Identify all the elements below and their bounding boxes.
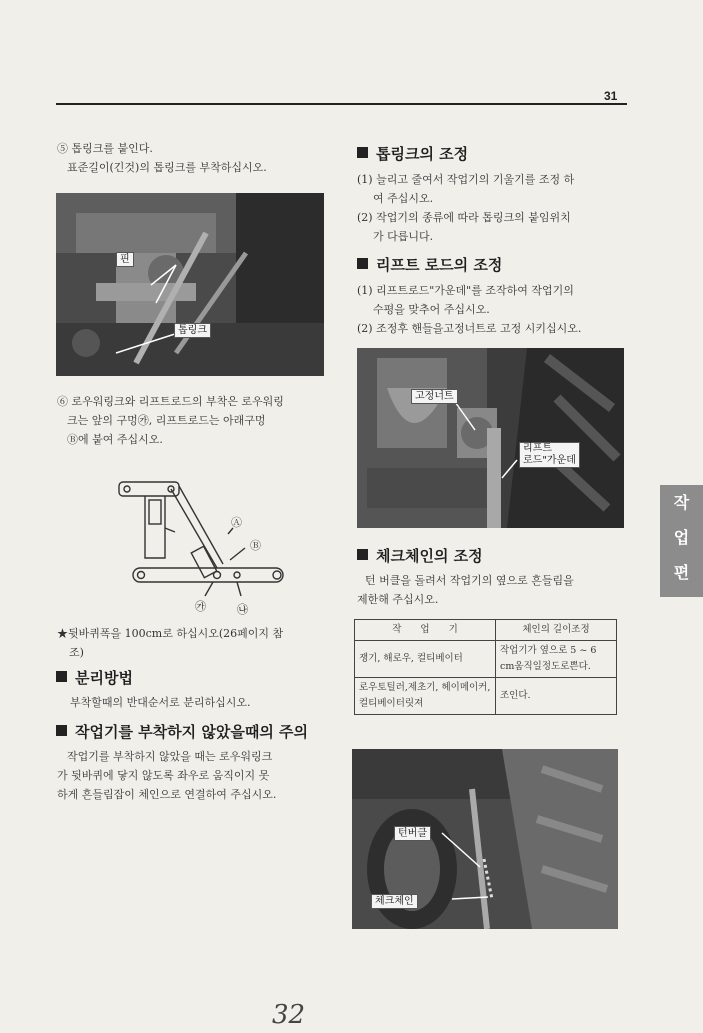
checkchain-line2: 제한해 주십시오. [357,593,439,606]
liftrod-heading [357,254,502,275]
toplink-photo [56,193,324,376]
separate-heading-text: 분리방법 [75,669,133,687]
toplink-item1-line1: (1) 늘리고 줄여서 작업기의 기울기를 조정 하 [357,173,575,186]
handwritten-page-number: 32 [272,1000,306,1030]
heading-square-icon [357,258,368,269]
page-number: 31 [604,89,618,103]
lift-rod-label-line1: 리프트 [523,443,552,454]
table-header-cell: 작 업 기 [355,620,496,641]
step5-text: 표준길이(긴것)의 톱링크를 부착하십시오. [67,161,267,174]
toplink-adjust-heading [357,143,468,164]
table-row [355,641,617,678]
table-row [355,678,617,715]
toplink-adjust-heading-text: 톱링크의 조정 [376,145,469,163]
toplink-label: 톱링크 [174,323,211,338]
pin-label: 핀 [116,252,134,267]
separate-text: 부착할때의 반대순서로 분리하십시오. [70,696,251,709]
section-side-tab [660,485,703,597]
heading-square-icon [357,549,368,560]
checkchain-line1: 턴 버클을 돌려서 작업기의 옆으로 흔들림을 [365,574,574,587]
step6-block [57,392,347,449]
liftrod-heading-text: 리프트 로드의 조정 [376,256,503,274]
table-header-cell: 체인의 길이조정 [496,620,617,641]
heading-square-icon [357,147,368,158]
table-cell-work: 로우토틸러,제초기, 헤이메이커, 컬티베이터릿져 [355,678,496,715]
fixing-nut-label: 고정너트 [411,389,458,404]
caution-line1: 작업기를 부착하지 않았을 때는 로우워링크 [67,750,273,763]
liftrod-item2: (2) 조정후 핸들을고정너트로 고정 시키십시오. [357,322,582,335]
toplink-adjust-items [357,170,632,246]
toplink-item2-line2: 가 다릅니다. [373,230,434,243]
diagram-label-b: Ⓑ [250,539,261,552]
step6-line1: 로우워링크와 리프트로드의 부착은 로우워링 [71,395,284,408]
lift-rod-label [519,442,580,468]
table-cell-work: 쟁기, 해로우, 컬티베이터 [355,641,496,678]
caution-heading-text: 작업기를 부착하지 않았을때의 주의 [75,723,309,741]
step5-title: 톱링크를 붙인다. [71,142,153,155]
turnbuckle-label: 턴버클 [394,826,431,841]
liftrod-item1-line1: (1) 리프트로드"가운데"를 조작하여 작업기의 [357,284,574,297]
step5-number: ⑤ [57,142,68,155]
checkchain-heading [357,545,483,566]
chain-adjust-table [354,619,617,715]
step6-number: ⑥ [57,395,68,408]
table-cell-adjust: 조인다. [496,678,617,715]
table-header-row [355,620,617,641]
side-tab-char: 작 [673,493,690,512]
caution-line3: 하게 흔들림잡이 체인으로 연결하여 주십시오. [57,788,277,801]
checkchain-label: 체크체인 [371,894,418,909]
checkchain-heading-text: 체크체인의 조정 [376,547,483,565]
liftrod-item1-line2: 수평을 맞추어 주십시오. [373,303,490,316]
toplink-item2-line1: (2) 작업기의 종류에 따라 톱링크의 붙임위치 [357,211,571,224]
caution-line2: 가 뒷바퀴에 닿지 않도록 좌우로 움직이지 못 [57,769,270,782]
wheel-note-line2: 조) [69,646,84,659]
table-cell-adjust: 작업기가 옆으로 5 ~ 6 cm움직일정도로쁜다. [496,641,617,678]
caution-heading [56,721,308,742]
wheel-note [57,624,347,662]
liftrod-items [357,281,637,338]
liftrod-photo [357,348,624,528]
lift-rod-label-line2: 로드"가운데 [523,455,576,466]
caution-text [57,747,347,804]
header-rule [56,103,627,105]
diagram-label-a: Ⓐ [231,516,242,529]
side-tab-char: 업 [673,528,690,547]
side-tab-char: 편 [673,563,690,582]
heading-square-icon [56,671,67,682]
separate-heading [56,667,133,688]
diagram-label-na: ㉯ [237,603,248,616]
diagram-label-ga: ㉮ [195,600,206,613]
heading-square-icon [56,725,67,736]
checkchain-text [357,571,632,609]
step5-block [57,139,347,177]
toplink-item1-line2: 여 주십시오. [373,192,434,205]
step6-line2: 크는 앞의 구멍㉮, 리프트로드는 아래구멍 [67,414,266,427]
linkage-diagram [105,468,305,618]
step6-line3: Ⓑ에 붙여 주십시오. [67,433,163,446]
wheel-note-line1: ★뒷바퀴폭을 100cm로 하십시오(26페이지 참 [57,627,284,640]
